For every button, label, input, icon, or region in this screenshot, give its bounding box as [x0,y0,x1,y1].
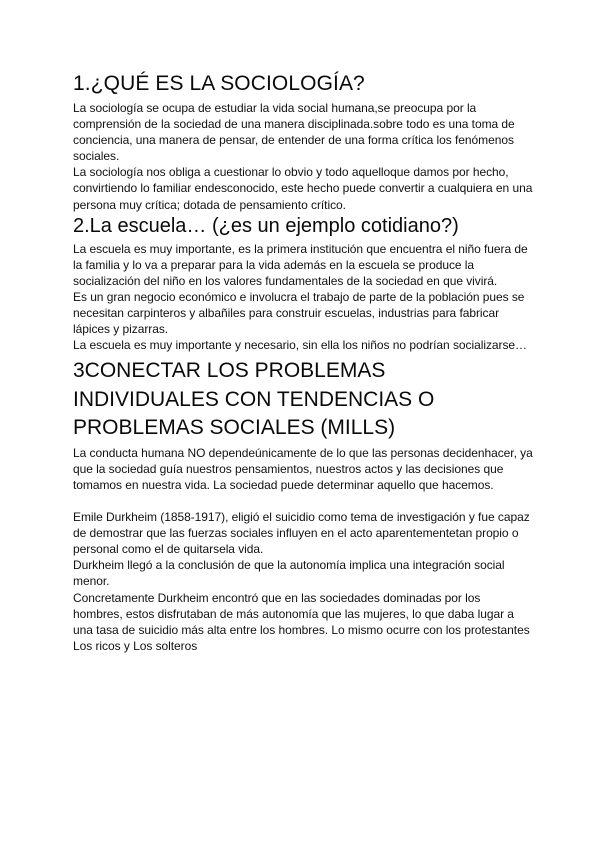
blank-line [73,493,533,509]
section-1-paragraph: La sociología se ocupa de estudiar la vida social humana,se preocupa por la comprensión de la sociedad de una manera disciplinada.sobre todo es una toma de conciencia, una manera de pensar, de entender de una forma crítica los fenómenos sociales. [73,101,515,164]
section-2-heading: 2.La escuela… (¿es un ejemplo cotidiano?) [73,214,459,237]
section-3-paragraph: Durkheim llegó a la conclusión de que la autonomía implica una integración social menor. [73,558,505,589]
section-2-paragraph: Es un gran negocio económico e involucra el trabajo de parte de la población pues se necesitan carpinteros y albañiles para construir escuelas, industrias para fabricar lápices y pizarras. [73,289,525,337]
section-2-paragraph: La escuela es muy importante, es la primera institución que encuentra el niño fuera de la familia y lo va a preparar para la vida además en la escuela se produce la socialización del niño en los valores fundamentales de la sociedad en que vivirá. [73,241,528,288]
document-body [73,70,533,654]
section-1-paragraph: La sociología nos obliga a cuestionar lo obvio y todo aquelloque damos por hecho, convirtiendo lo familiar endesconocido, este hecho puede convertir a cualquiera en una persona muy crítica; dotada de pensamiento crítico. [73,165,533,212]
section-3-heading: 3CONECTAR LOS PROBLEMAS INDIVIDUALES CON TENDENCIAS O PROBLEMAS SOCIALES (MILLS) [73,359,435,440]
section-3-paragraph: La conducta humana NO dependeúnicamente de lo que las personas decidenhacer, ya que la sociedad guía nuestros pensamientos, nuestros actos y las decisiones que tomamos en nuestra vida. La sociedad puede determinar aquello que hacemos. [73,445,533,492]
section-3-paragraph: Concretamente Durkheim encontró que en las sociedades dominadas por los hombres, estos disfrutaban de más autonomía que las mujeres, lo que daba lugar a una tasa de suicidio más alta entre los hombres. Lo mismo ocurre con los protestantes Los ricos y Los solteros [73,590,530,653]
section-3-paragraph: Emile Durkheim (1858-1917), eligió el suicidio como tema de investigación y fue capaz de demostrar que las fuerzas sociales influyen en el acto aparentementetan propio o personal como el de quitarsela vida. [73,510,530,557]
section-2-paragraph: La escuela es muy importante y necesario, sin ella los niños no podrían socializarse… [73,338,527,353]
section-1-heading: 1.¿QUÉ ES LA SOCIOLOGÍA? [73,72,365,95]
